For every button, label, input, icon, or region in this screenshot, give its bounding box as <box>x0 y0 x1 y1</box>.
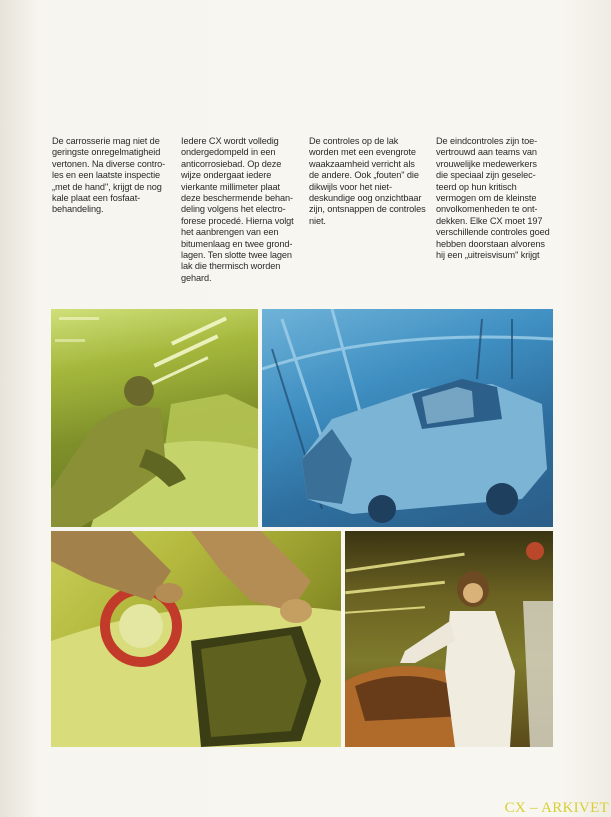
car-body-conveyor-illustration <box>262 309 553 527</box>
final-inspection-photo <box>345 531 553 747</box>
tape-application-illustration <box>51 531 341 747</box>
text-column-4: De eindcontroles zijn toe- vertrouwd aan teams van vrouwelijke medewerkers die speciaal zijn geselec- teerd op hun kritisch vermogen om de kleinste onvolkomenheden te ont- dekken. Elke CX moet 197 verschillende controles goed hebben doorstaan alvorens hij een „uitreisvisum" krijgt <box>436 136 550 261</box>
text-column-3: De controles op de lak worden met een evengrote waakzaamheid verricht als de andere. Ook „fouten" die dikwijls voor het niet- deskundige oog onzichtbaar zijn, ontsnappen de controles niet. <box>309 136 426 226</box>
inspection-by-hand-photo <box>51 309 258 527</box>
inspection-by-hand-illustration <box>51 309 258 527</box>
watermark-text: CX – ARKIVET <box>504 800 609 816</box>
electrophoresis-bath-photo <box>262 309 553 527</box>
text-column-1: De carrosserie mag niet de geringste onregelmatigheid vertonen. Na diverse contro- les en een laatste inspectie „met de hand", krijgt de nog kale plaat een fosfaat- behandeling. <box>52 136 166 215</box>
final-inspection-illustration <box>345 531 553 747</box>
text-column-2: Iedere CX wordt volledig ondergedompeld in een anticorrosiebad. Op deze wijze ondergaat iedere vierkante millimeter plaat deze beschermende behan- deling volgens het electro- forese procedé. Hierna volgt het aanbrengen van een bitumenlaag en twee grond- lagen. Ten slotte twee lagen lak die thermisch worden gehard. <box>181 136 294 283</box>
tape-application-photo <box>51 531 341 747</box>
